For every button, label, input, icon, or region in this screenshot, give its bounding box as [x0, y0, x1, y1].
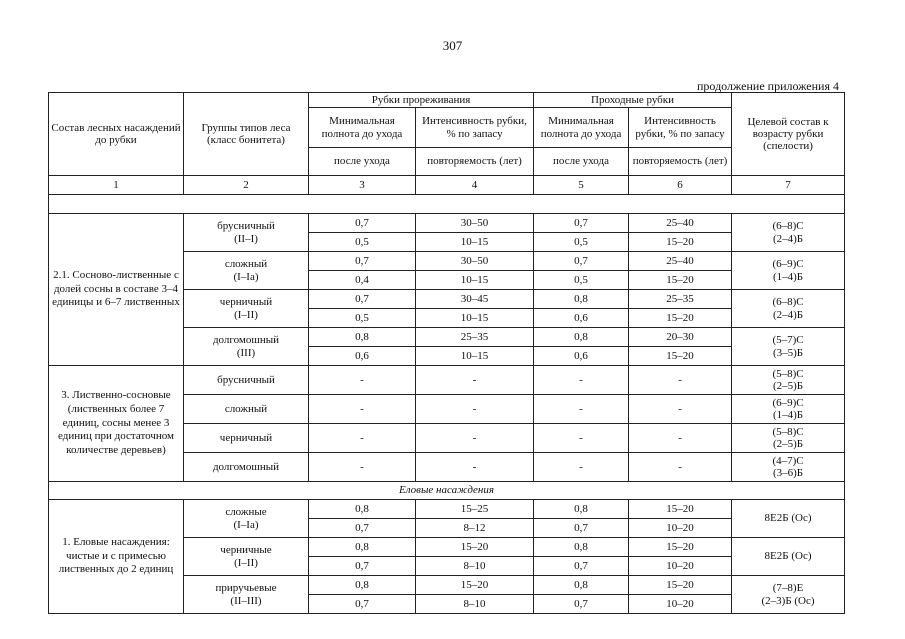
header-target: Целевой состав к возрасту рубки (спелости) [732, 93, 845, 176]
data-cell: 8–10 [416, 595, 534, 614]
header-min-density: Минимальная полнота до ухода [534, 108, 629, 148]
data-cell: 15–20 [629, 538, 732, 557]
data-cell: 10–15 [416, 347, 534, 366]
data-cell: 30–50 [416, 252, 534, 271]
col-number: 1 [49, 176, 184, 195]
header-after-care: после ухода [309, 148, 416, 176]
data-cell: - [309, 366, 416, 395]
data-cell: 10–15 [416, 271, 534, 290]
data-cell: 0,5 [534, 233, 629, 252]
data-cell: - [309, 453, 416, 482]
target-cell: (5–8)С (2–5)Б [732, 366, 845, 395]
header-repeat: повторяемость (лет) [416, 148, 534, 176]
page-number: 307 [442, 38, 463, 53]
target-cell: (4–7)С (3–6)Б [732, 453, 845, 482]
target-cell: (6–8)С (2–4)Б [732, 214, 845, 252]
data-cell: - [416, 366, 534, 395]
header-thinning: Рубки прореживания [309, 93, 534, 108]
target-cell: 8Е2Б (Ос) [732, 500, 845, 538]
data-cell: 25–35 [416, 328, 534, 347]
forest-type-cell: сложные (I–Ia) [184, 500, 309, 538]
data-cell: - [416, 453, 534, 482]
data-cell: - [309, 424, 416, 453]
target-cell: (7–8)Е (2–3)Б (Ос) [732, 576, 845, 614]
header-intensity: Интенсивность рубки, % по запасу [629, 108, 732, 148]
section-title: Еловые насаждения [49, 482, 845, 500]
data-cell: 0,8 [534, 576, 629, 595]
data-cell: 15–20 [629, 347, 732, 366]
header-passage: Проходные рубки [534, 93, 732, 108]
data-cell: 0,8 [534, 538, 629, 557]
data-cell: 0,5 [309, 309, 416, 328]
col-number: 4 [416, 176, 534, 195]
forest-type-cell: черничные (I–II) [184, 538, 309, 576]
data-cell: 0,7 [534, 557, 629, 576]
target-cell: (6–8)С (2–4)Б [732, 290, 845, 328]
data-cell: 0,7 [309, 519, 416, 538]
data-cell: 10–20 [629, 557, 732, 576]
data-cell: 0,7 [534, 519, 629, 538]
data-cell: - [534, 395, 629, 424]
header-intensity: Интенсивность рубки, % по запасу [416, 108, 534, 148]
target-cell: (6–9)С (1–4)Б [732, 252, 845, 290]
data-cell: - [416, 424, 534, 453]
data-cell: 0,7 [309, 595, 416, 614]
data-cell: 0,7 [309, 214, 416, 233]
data-cell: 8–10 [416, 557, 534, 576]
data-cell: - [629, 453, 732, 482]
data-cell: 15–20 [416, 576, 534, 595]
header-min-density: Минимальная полнота до ухода [309, 108, 416, 148]
header-after-care: после ухода [534, 148, 629, 176]
continuation-note: продолжение приложения 4 [697, 79, 839, 93]
data-cell: 10–20 [629, 519, 732, 538]
data-cell: 10–20 [629, 595, 732, 614]
forest-type-cell: брусничный (II–I) [184, 214, 309, 252]
forest-type-cell: сложный [184, 395, 309, 424]
data-cell: - [629, 395, 732, 424]
forest-care-table [48, 92, 845, 614]
data-cell: 15–25 [416, 500, 534, 519]
data-cell: 25–40 [629, 252, 732, 271]
data-cell: 10–15 [416, 309, 534, 328]
data-cell: 10–15 [416, 233, 534, 252]
data-cell: - [629, 366, 732, 395]
composition-cell: 3. Лиственно-сосновые (лиственных более 7 единиц, сосны менее 3 единиц при достаточном количестве деревьев) [49, 366, 184, 482]
data-cell: 0,7 [309, 290, 416, 309]
forest-type-cell: брусничный [184, 366, 309, 395]
data-cell: 0,8 [534, 328, 629, 347]
forest-type-cell: черничный (I–II) [184, 290, 309, 328]
data-cell: 15–20 [629, 500, 732, 519]
data-cell: - [416, 395, 534, 424]
target-cell: (6–9)С (1–4)Б [732, 395, 845, 424]
data-cell: - [309, 395, 416, 424]
data-cell: 0,4 [309, 271, 416, 290]
data-cell: 0,7 [309, 252, 416, 271]
data-cell: 8–12 [416, 519, 534, 538]
data-cell: - [629, 424, 732, 453]
data-cell: 0,8 [309, 576, 416, 595]
data-cell: 0,7 [534, 214, 629, 233]
forest-type-cell: черничный [184, 424, 309, 453]
data-cell: 0,8 [534, 500, 629, 519]
forest-type-cell: долгомошный (III) [184, 328, 309, 366]
data-cell: 0,7 [309, 557, 416, 576]
data-cell: 0,6 [534, 309, 629, 328]
data-cell: 30–45 [416, 290, 534, 309]
data-cell: 15–20 [416, 538, 534, 557]
target-cell: (5–7)С (3–5)Б [732, 328, 845, 366]
data-cell: 25–40 [629, 214, 732, 233]
data-cell: 0,5 [309, 233, 416, 252]
data-cell: 0,8 [309, 500, 416, 519]
data-cell: 0,7 [534, 252, 629, 271]
data-cell: 15–20 [629, 271, 732, 290]
data-cell: 0,5 [534, 271, 629, 290]
data-cell: 0,7 [534, 595, 629, 614]
data-cell: 15–20 [629, 233, 732, 252]
col-number: 3 [309, 176, 416, 195]
col-number: 6 [629, 176, 732, 195]
data-cell: 0,8 [534, 290, 629, 309]
col-number: 2 [184, 176, 309, 195]
data-cell: 0,6 [534, 347, 629, 366]
data-cell: - [534, 453, 629, 482]
forest-type-cell: приручьевые (II–III) [184, 576, 309, 614]
forest-type-cell: сложный (I–Ia) [184, 252, 309, 290]
data-cell: 0,6 [309, 347, 416, 366]
header-forest-type: Группы типов леса (класс бонитета) [184, 93, 309, 176]
col-number: 5 [534, 176, 629, 195]
data-cell: 15–20 [629, 309, 732, 328]
composition-cell: 1. Еловые насаждения: чистые и с примесью лиственных до 2 единиц [49, 500, 184, 614]
data-cell: - [534, 424, 629, 453]
data-cell: - [534, 366, 629, 395]
header-repeat: повторяемость (лет) [629, 148, 732, 176]
data-cell: 0,8 [309, 328, 416, 347]
data-cell: 30–50 [416, 214, 534, 233]
target-cell: (5–8)С (2–5)Б [732, 424, 845, 453]
data-cell: 25–35 [629, 290, 732, 309]
data-cell: 20–30 [629, 328, 732, 347]
composition-cell: 2.1. Сосново-лиственные с долей сосны в составе 3–4 единицы и 6–7 лиственных [49, 214, 184, 366]
target-cell: 8Е2Б (Ос) [732, 538, 845, 576]
forest-type-cell: долгомошный [184, 453, 309, 482]
data-cell: 0,8 [309, 538, 416, 557]
header-composition: Состав лесных насаждений до рубки [49, 93, 184, 176]
data-cell: 15–20 [629, 576, 732, 595]
col-number: 7 [732, 176, 845, 195]
